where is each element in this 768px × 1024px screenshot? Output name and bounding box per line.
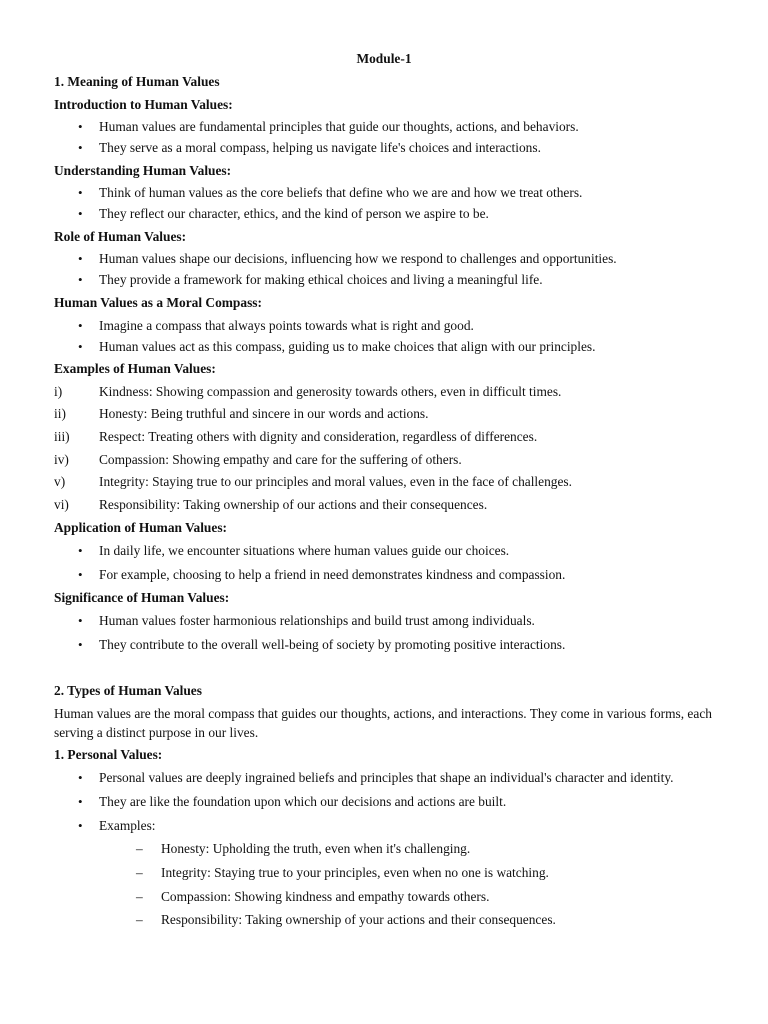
list-item: Kindness: Showing compassion and generosity towards others, even in difficult times. <box>99 384 562 399</box>
list-item: Honesty: Being truthful and sincere in our words and actions. <box>99 406 429 421</box>
bullet-icon: • <box>78 770 83 785</box>
list-item: Human values shape our decisions, influencing how we respond to challenges and opportunities. <box>99 251 617 266</box>
bullet-icon: • <box>78 637 83 652</box>
list-item: Responsibility: Taking ownership of our actions and their consequences. <box>99 497 488 512</box>
bullet-icon: • <box>78 339 83 354</box>
dash-icon: – <box>136 889 143 904</box>
section-heading: 2. Types of Human Values <box>54 683 202 698</box>
bullet-icon: • <box>78 251 83 266</box>
list-item: Human values act as this compass, guiding us to make choices that align with our principles. <box>99 339 596 354</box>
list-item: Personal values are deeply ingrained beliefs and principles that shape an individual's character and identity. <box>99 770 674 785</box>
subsection-heading: Understanding Human Values: <box>54 163 232 178</box>
dash-icon: – <box>136 841 143 856</box>
subsection-heading: Role of Human Values: <box>54 229 187 244</box>
list-item: Compassion: Showing kindness and empathy towards others. <box>161 889 490 904</box>
subsection-heading: Introduction to Human Values: <box>54 97 233 112</box>
list-item: Imagine a compass that always points towards what is right and good. <box>99 318 474 333</box>
bullet-icon: • <box>78 185 83 200</box>
list-number: i) <box>54 384 63 399</box>
bullet-icon: • <box>78 543 83 558</box>
section-heading: 1. Meaning of Human Values <box>54 74 220 89</box>
list-item: Human values foster harmonious relationships and build trust among individuals. <box>99 613 535 628</box>
list-item: For example, choosing to help a friend in need demonstrates kindness and compassion. <box>99 567 566 582</box>
list-item: They contribute to the overall well-being of society by promoting positive interactions. <box>99 637 566 652</box>
subsection-heading: Application of Human Values: <box>54 520 227 535</box>
list-item: Think of human values as the core beliefs that define who we are and how we treat others. <box>99 185 583 200</box>
bullet-icon: • <box>78 567 83 582</box>
list-item: Compassion: Showing empathy and care for the suffering of others. <box>99 452 462 467</box>
bullet-icon: • <box>78 613 83 628</box>
subsection-heading: 1. Personal Values: <box>54 747 163 762</box>
list-item: Honesty: Upholding the truth, even when it's challenging. <box>161 841 471 856</box>
list-item: They provide a framework for making ethical choices and living a meaningful life. <box>99 272 543 287</box>
bullet-icon: • <box>78 318 83 333</box>
bullet-icon: • <box>78 206 83 221</box>
dash-icon: – <box>136 865 143 880</box>
bullet-icon: • <box>78 119 83 134</box>
subsection-heading: Examples of Human Values: <box>54 361 216 376</box>
list-number: iii) <box>54 429 70 444</box>
list-item: They serve as a moral compass, helping us navigate life's choices and interactions. <box>99 140 541 155</box>
list-item: They reflect our character, ethics, and the kind of person we aspire to be. <box>99 206 489 221</box>
list-item: Human values are fundamental principles that guide our thoughts, actions, and behaviors. <box>99 119 579 134</box>
bullet-icon: • <box>78 272 83 287</box>
list-item: Integrity: Staying true to your principles, even when no one is watching. <box>161 865 549 880</box>
list-item: In daily life, we encounter situations where human values guide our choices. <box>99 543 510 558</box>
section-intro-paragraph: Human values are the moral compass that guides our thoughts, actions, and interactions. They come in various forms, each serving a distinct purpose in our lives. <box>54 706 712 740</box>
list-item: Integrity: Staying true to our principles and moral values, even in the face of challenges. <box>99 474 572 489</box>
list-number: vi) <box>54 497 69 512</box>
list-item: Responsibility: Taking ownership of your actions and their consequences. <box>161 912 556 927</box>
subsection-heading: Significance of Human Values: <box>54 590 230 605</box>
subsection-heading: Human Values as a Moral Compass: <box>54 295 262 310</box>
list-number: iv) <box>54 452 69 467</box>
list-number: v) <box>54 474 66 489</box>
bullet-icon: • <box>78 818 83 833</box>
list-item: They are like the foundation upon which our decisions and actions are built. <box>99 794 507 809</box>
list-number: ii) <box>54 406 66 421</box>
list-item: Respect: Treating others with dignity and consideration, regardless of differences. <box>99 429 538 444</box>
list-item: Examples: <box>99 818 156 833</box>
dash-icon: – <box>136 912 143 927</box>
module-title: Module-1 <box>356 51 412 66</box>
bullet-icon: • <box>78 794 83 809</box>
bullet-icon: • <box>78 140 83 155</box>
